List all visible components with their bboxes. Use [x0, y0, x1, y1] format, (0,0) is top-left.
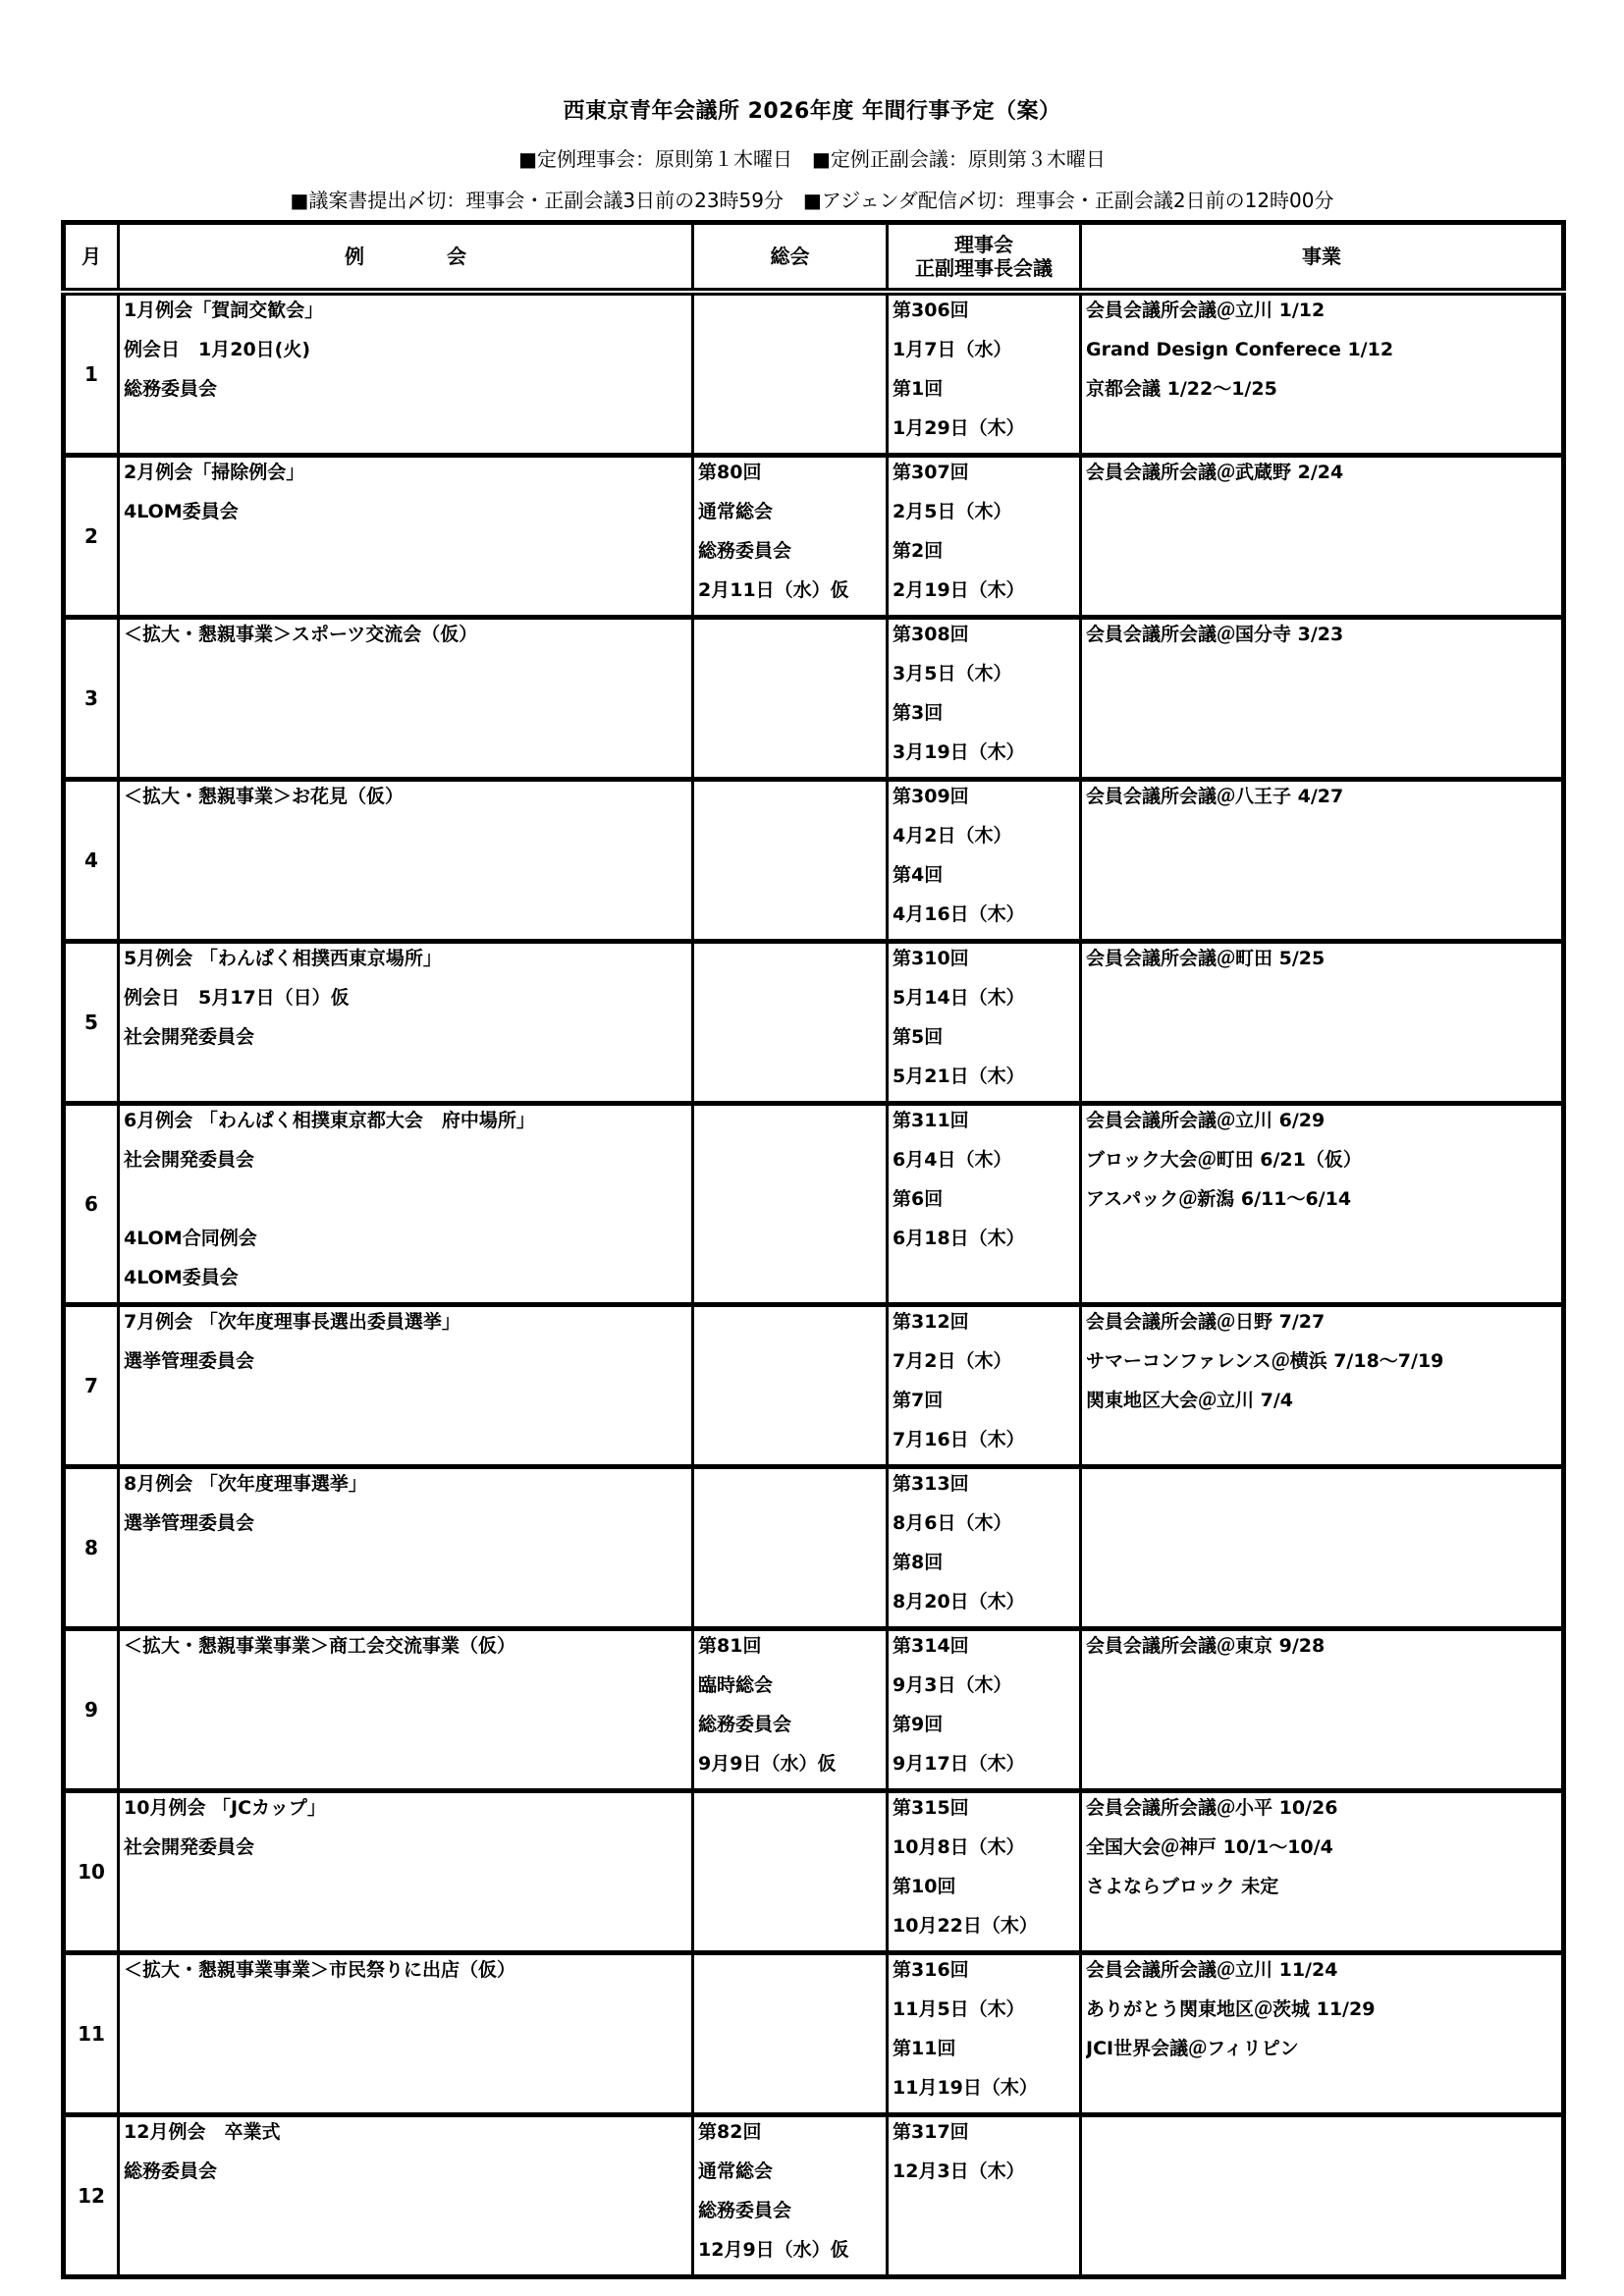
table-row	[64, 1467, 1564, 1629]
jigyo-line: 会員会議所会議＠東京 9/28	[1086, 1635, 1326, 1657]
table-row	[64, 942, 1564, 1104]
jigyo-cell	[1081, 1104, 1564, 1305]
reikai-cell	[119, 780, 693, 942]
rijikai-cell	[888, 456, 1081, 618]
sokai-cell	[693, 1467, 888, 1629]
note-regular-meetings: ■定例理事会：原則第１木曜日 ■定例正副会議：原則第３木曜日	[518, 147, 1106, 171]
reikai-cell	[119, 1953, 693, 2115]
rijikai-line: 6月18日（木）	[893, 1228, 1025, 1249]
table-row	[64, 1791, 1564, 1953]
header-reikai-2: 会	[447, 245, 466, 268]
document-title: 西東京青年会議所 2026年度 年間行事予定（案）	[563, 99, 1061, 124]
reikai-cell	[119, 1104, 693, 1305]
reikai-line: 社会開発委員会	[124, 1026, 255, 1048]
rijikai-line: 第313回	[893, 1473, 969, 1495]
month-cell: 3	[64, 618, 119, 780]
rijikai-cell	[888, 1467, 1081, 1629]
rijikai-line: 8月20日（木）	[893, 1591, 1025, 1613]
reikai-cell	[119, 1791, 693, 1953]
jigyo-cell	[1081, 292, 1564, 456]
rijikai-line: 第8回	[893, 1552, 944, 1573]
reikai-line: ＜拡大・懇親事業＞スポーツ交流会（仮）	[124, 624, 478, 645]
rijikai-line: 第9回	[893, 1714, 944, 1735]
header-rijikai-line1: 理事会	[954, 233, 1013, 256]
jigyo-line: アスパック＠新潟 6/11～6/14	[1086, 1188, 1352, 1210]
header-sokai: 総会	[693, 223, 888, 293]
rijikai-cell	[888, 1305, 1081, 1467]
sokai-line: 通常総会	[698, 501, 774, 522]
rijikai-cell	[888, 2115, 1081, 2277]
jigyo-line: Grand Design Conferece 1/12	[1086, 339, 1394, 360]
rijikai-line: 4月16日（木）	[893, 903, 1025, 925]
rijikai-line: 第4回	[893, 864, 944, 886]
header-rijikai	[888, 223, 1081, 293]
sokai-line: 臨時総会	[698, 1674, 774, 1696]
reikai-line: 10月例会 「JCカップ」	[124, 1797, 326, 1819]
sokai-cell	[693, 2115, 888, 2277]
jigyo-line: 会員会議所会議＠武蔵野 2/24	[1086, 462, 1344, 483]
sokai-line: 9月9日（水）仮	[698, 1753, 837, 1775]
rijikai-line: 11月5日（木）	[893, 1998, 1025, 2020]
reikai-cell	[119, 2115, 693, 2277]
jigyo-line: JCI世界会議＠フィリピン	[1086, 2038, 1299, 2059]
sokai-cell	[693, 1953, 888, 2115]
sokai-cell	[693, 1791, 888, 1953]
rijikai-line: 5月14日（木）	[893, 987, 1025, 1009]
rijikai-line: 6月4日（木）	[893, 1149, 1012, 1171]
reikai-line: 選挙管理委員会	[124, 1350, 255, 1372]
jigyo-line: 会員会議所会議＠小平 10/26	[1086, 1797, 1338, 1819]
reikai-line: 6月例会 「わんぱく相撲東京都大会 府中場所」	[124, 1110, 535, 1131]
month-cell: 4	[64, 780, 119, 942]
jigyo-cell	[1081, 1305, 1564, 1467]
jigyo-cell	[1081, 1791, 1564, 1953]
sokai-line: 通常総会	[698, 2160, 774, 2182]
sokai-cell	[693, 1629, 888, 1791]
jigyo-line: 会員会議所会議＠立川 11/24	[1086, 1959, 1338, 1981]
table-row	[64, 780, 1564, 942]
month-cell: 7	[64, 1305, 119, 1467]
rijikai-line: 5月21日（木）	[893, 1066, 1025, 1087]
reikai-line: 選挙管理委員会	[124, 1512, 255, 1534]
reikai-cell	[119, 942, 693, 1104]
rijikai-line: 第2回	[893, 540, 944, 562]
sokai-line: 第80回	[698, 462, 762, 483]
reikai-cell	[119, 1305, 693, 1467]
reikai-cell	[119, 292, 693, 456]
rijikai-line: 第314回	[893, 1635, 969, 1657]
reikai-cell	[119, 1467, 693, 1629]
sokai-line: 12月9日（水）仮	[698, 2239, 849, 2261]
rijikai-line: 第308回	[893, 624, 969, 645]
rijikai-line: 第10回	[893, 1876, 956, 1897]
month-cell: 2	[64, 456, 119, 618]
jigyo-line: さよならブロック 未定	[1086, 1876, 1279, 1897]
month-cell: 5	[64, 942, 119, 1104]
reikai-line: 社会開発委員会	[124, 1836, 255, 1858]
rijikai-line: 第309回	[893, 786, 969, 807]
month-cell: 8	[64, 1467, 119, 1629]
jigyo-cell	[1081, 1953, 1564, 2115]
reikai-line: 2月例会「掃除例会」	[124, 462, 305, 483]
rijikai-cell	[888, 1791, 1081, 1953]
reikai-line: 1月例会「賀詞交歓会」	[124, 300, 324, 321]
rijikai-line: 第1回	[893, 378, 944, 400]
month-cell: 9	[64, 1629, 119, 1791]
reikai-cell	[119, 456, 693, 618]
jigyo-cell	[1081, 1467, 1564, 1629]
table-row	[64, 1629, 1564, 1791]
rijikai-line: 第11回	[893, 2038, 956, 2059]
reikai-line: 総務委員会	[124, 378, 218, 400]
jigyo-line: 会員会議所会議＠立川 6/29	[1086, 1110, 1326, 1131]
rijikai-line: 1月29日（木）	[893, 417, 1025, 439]
rijikai-line: 7月16日（木）	[893, 1429, 1025, 1450]
jigyo-cell	[1081, 456, 1564, 618]
jigyo-line: 会員会議所会議＠国分寺 3/23	[1086, 624, 1344, 645]
table-row	[64, 1305, 1564, 1467]
reikai-line: 例会日 5月17日（日）仮	[124, 987, 350, 1009]
sokai-cell	[693, 292, 888, 456]
sokai-line: 第81回	[698, 1635, 762, 1657]
jigyo-line: 全国大会＠神戸 10/1～10/4	[1086, 1836, 1333, 1858]
jigyo-cell	[1081, 942, 1564, 1104]
month-cell: 10	[64, 1791, 119, 1953]
sokai-cell	[693, 456, 888, 618]
reikai-line	[124, 1184, 687, 1224]
sokai-cell	[693, 1104, 888, 1305]
rijikai-line: 第307回	[893, 462, 969, 483]
table-header-row	[64, 223, 1564, 293]
sokai-cell	[693, 942, 888, 1104]
note-deadlines: ■議案書提出〆切：理事会・正副会議3日前の23時59分 ■アジェンダ配信〆切：理事会・正副会議2日前の12時00分	[290, 189, 1334, 212]
rijikai-line: 9月17日（木）	[893, 1753, 1025, 1775]
rijikai-line: 7月2日（木）	[893, 1350, 1012, 1372]
rijikai-line: 10月22日（木）	[893, 1915, 1038, 1937]
header-reikai	[119, 223, 693, 293]
jigyo-line: 関東地区大会＠立川 7/4	[1086, 1390, 1293, 1411]
rijikai-line: 第311回	[893, 1110, 969, 1131]
jigyo-line: 会員会議所会議＠日野 7/27	[1086, 1311, 1326, 1333]
reikai-line: 4LOM委員会	[124, 501, 239, 522]
rijikai-line: 第3回	[893, 702, 944, 724]
reikai-line: 8月例会 「次年度理事選挙」	[124, 1473, 367, 1495]
rijikai-line: 第6回	[893, 1188, 944, 1210]
jigyo-line: ブロック大会＠町田 6/21（仮）	[1086, 1149, 1362, 1171]
rijikai-cell	[888, 1104, 1081, 1305]
header-reikai-1: 例	[345, 245, 364, 268]
reikai-line: 社会開発委員会	[124, 1149, 255, 1171]
sokai-cell	[693, 618, 888, 780]
rijikai-line: 3月19日（木）	[893, 741, 1025, 763]
reikai-line: ＜拡大・懇親事業事業＞市民祭りに出店（仮）	[124, 1959, 516, 1981]
rijikai-line: 4月2日（木）	[893, 825, 1012, 847]
sokai-line: 総務委員会	[698, 540, 792, 562]
rijikai-line: 2月5日（木）	[893, 501, 1012, 522]
rijikai-line: 第7回	[893, 1390, 944, 1411]
table-row	[64, 292, 1564, 456]
sokai-line: 2月11日（水）仮	[698, 579, 849, 601]
jigyo-line: 京都会議 1/22～1/25	[1086, 378, 1277, 400]
header-jigyo: 事業	[1081, 223, 1564, 293]
sokai-cell	[693, 1305, 888, 1467]
annual-schedule-table	[61, 220, 1566, 2279]
month-cell: 11	[64, 1953, 119, 2115]
rijikai-line: 8月6日（木）	[893, 1512, 1012, 1534]
rijikai-line: 第312回	[893, 1311, 969, 1333]
rijikai-cell	[888, 618, 1081, 780]
jigyo-cell	[1081, 1629, 1564, 1791]
table-row	[64, 618, 1564, 780]
header-rijikai-line2: 正副理事長会議	[915, 256, 1053, 280]
rijikai-line: 第316回	[893, 1959, 969, 1981]
rijikai-cell	[888, 780, 1081, 942]
rijikai-line: 2月19日（木）	[893, 579, 1025, 601]
jigyo-cell	[1081, 2115, 1564, 2277]
rijikai-line: 第306回	[893, 300, 969, 321]
jigyo-line: ありがとう関東地区＠茨城 11/29	[1086, 1998, 1376, 2020]
sokai-line: 第82回	[698, 2121, 762, 2143]
jigyo-line: サマーコンファレンス＠横浜 7/18～7/19	[1086, 1350, 1444, 1372]
reikai-line: 4LOM委員会	[124, 1267, 239, 1288]
sokai-line: 総務委員会	[698, 1714, 792, 1735]
rijikai-line: 1月7日（水）	[893, 339, 1012, 360]
rijikai-cell	[888, 292, 1081, 456]
rijikai-line: 第310回	[893, 948, 969, 969]
table-body	[64, 292, 1564, 2277]
jigyo-line: 会員会議所会議＠町田 5/25	[1086, 948, 1326, 969]
rijikai-line: 10月8日（木）	[893, 1836, 1025, 1858]
month-cell: 12	[64, 2115, 119, 2277]
rijikai-line: 9月3日（木）	[893, 1674, 1012, 1696]
reikai-cell	[119, 1629, 693, 1791]
reikai-cell	[119, 618, 693, 780]
table-row	[64, 2115, 1564, 2277]
reikai-line: ＜拡大・懇親事業事業＞商工会交流事業（仮）	[124, 1635, 516, 1657]
table-row	[64, 1104, 1564, 1305]
reikai-line: 4LOM合同例会	[124, 1228, 257, 1249]
jigyo-cell	[1081, 618, 1564, 780]
jigyo-cell	[1081, 780, 1564, 942]
rijikai-cell	[888, 1629, 1081, 1791]
header-month: 月	[64, 223, 119, 293]
reikai-line: 例会日 1月20日(火)	[124, 339, 311, 360]
sokai-line: 総務委員会	[698, 2200, 792, 2221]
rijikai-cell	[888, 1953, 1081, 2115]
table-row	[64, 1953, 1564, 2115]
sokai-cell	[693, 780, 888, 942]
reikai-line: 12月例会 卒業式	[124, 2121, 281, 2143]
reikai-line: 総務委員会	[124, 2160, 218, 2182]
rijikai-cell	[888, 942, 1081, 1104]
rijikai-line: 12月3日（木）	[893, 2160, 1025, 2182]
reikai-line: ＜拡大・懇親事業＞お花見（仮）	[124, 786, 405, 807]
table-row	[64, 456, 1564, 618]
reikai-line: 5月例会 「わんぱく相撲西東京場所」	[124, 948, 442, 969]
rijikai-line: 第315回	[893, 1797, 969, 1819]
rijikai-line: 第317回	[893, 2121, 969, 2143]
reikai-line: 7月例会 「次年度理事長選出委員選挙」	[124, 1311, 460, 1333]
rijikai-line: 11月19日（木）	[893, 2077, 1038, 2099]
rijikai-line: 3月5日（木）	[893, 663, 1012, 684]
month-cell: 6	[64, 1104, 119, 1305]
jigyo-line: 会員会議所会議＠八王子 4/27	[1086, 786, 1344, 807]
month-cell: 1	[64, 292, 119, 456]
rijikai-line: 第5回	[893, 1026, 944, 1048]
jigyo-line: 会員会議所会議＠立川 1/12	[1086, 300, 1326, 321]
